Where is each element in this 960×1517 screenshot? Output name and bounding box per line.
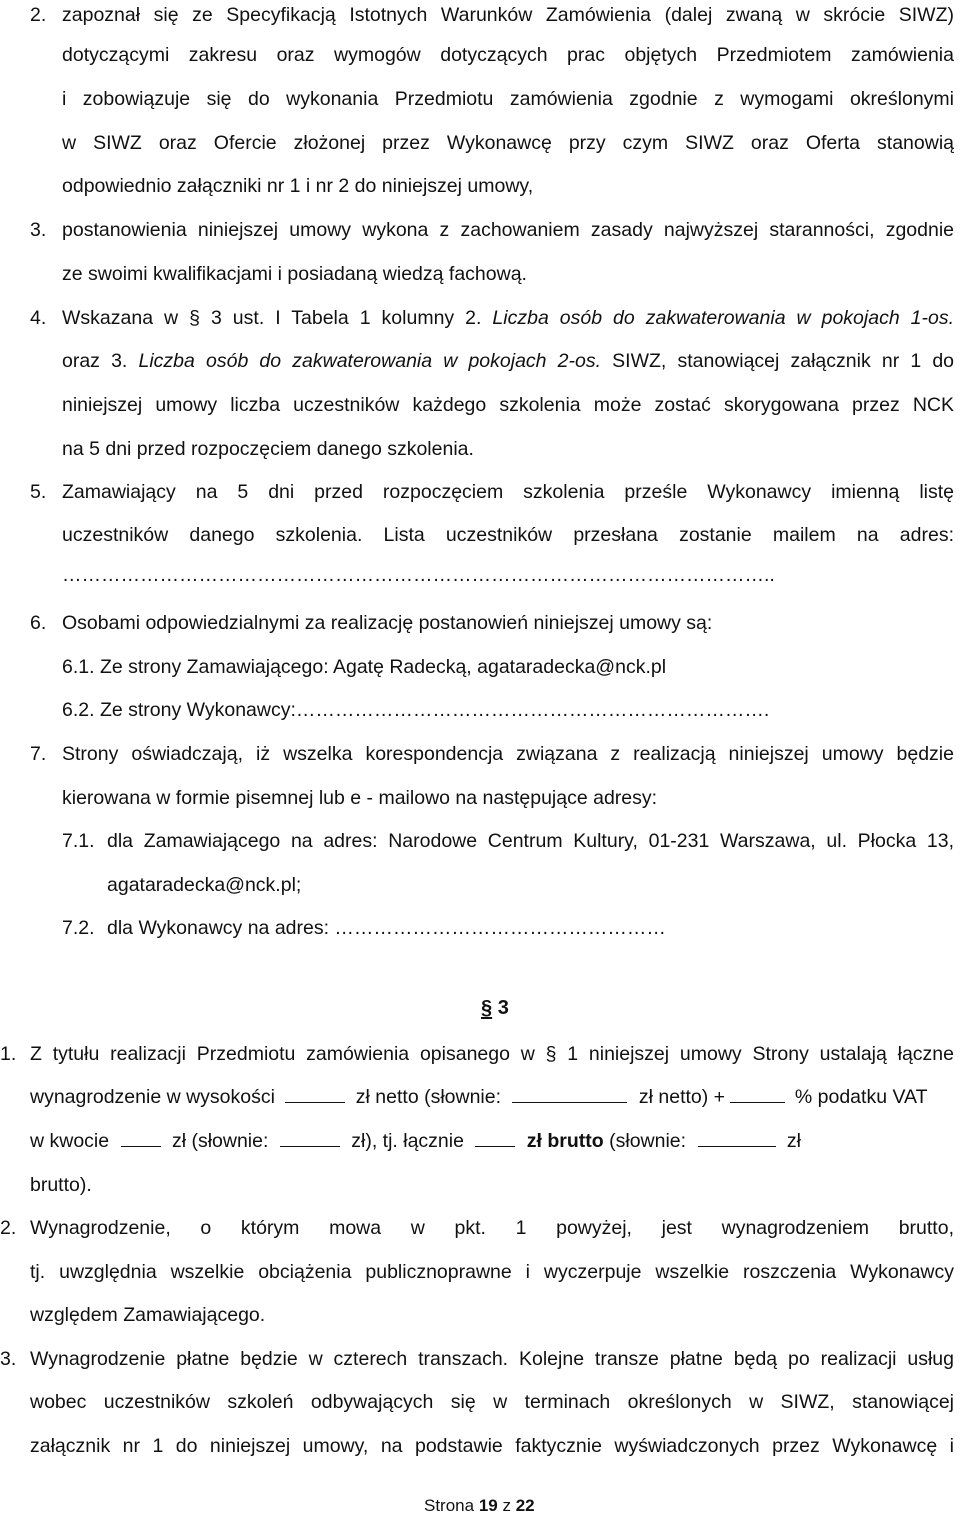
section-mark: §	[189, 307, 200, 329]
item-number: 2.	[0, 1217, 17, 1239]
text: oraz 3.	[62, 350, 128, 372]
text: (słownie:	[609, 1130, 687, 1152]
vat-blank	[730, 1084, 785, 1103]
text: zł	[786, 1130, 802, 1152]
item-number: 7.2.	[62, 917, 95, 939]
item-number: 3.	[0, 1348, 17, 1370]
amount-blank	[285, 1084, 345, 1103]
pay-3-line-3: załącznik nr 1 do niniejszej umowy, na podstawie faktycznie wyświadczonych przez Wykonawcę i	[30, 1435, 954, 1457]
amount-blank	[121, 1128, 161, 1147]
item-number: 4.	[30, 307, 47, 329]
item-7-sub-1-line-2: agataradecka@nck.pl;	[107, 874, 302, 896]
pay-2-line-2: tj. uwzględnia wszelkie obciążenia publicznoprawne i wyczerpuje wszelkie roszczenia Wykonawcy	[30, 1261, 954, 1283]
item-2-line-4: w SIWZ oraz Ofercie złożonej przez Wykonawcę przy czym SIWZ oraz Oferta stanowią	[62, 132, 954, 154]
pay-2-line-1: Wynagrodzenie, o którym mowa w pkt. 1 powyżej, jest wynagrodzeniem brutto,	[30, 1217, 954, 1239]
current-page: 19	[478, 1496, 498, 1515]
item-number: 7.	[30, 743, 47, 765]
text: Wskazana w	[62, 307, 179, 329]
item-number: 5.	[30, 481, 47, 503]
text: % podatku VAT	[794, 1086, 928, 1108]
total-pages: 22	[515, 1496, 535, 1515]
text: wynagrodzenie w wysokości	[30, 1086, 275, 1108]
item-7-line-2: kierowana w formie pisemnej lub e - mailowo na następujące adresy:	[62, 787, 658, 809]
text: SIWZ, stanowiącej załącznik nr 1 do	[612, 350, 955, 372]
item-4-line-2	[62, 348, 954, 374]
item-4-line-3: niniejszej umowy liczba uczestników każdego szkolenia może zostać skorygowana przez NCK	[62, 394, 954, 416]
item-3-line-1: postanowienia niniejszej umowy wykona z zachowaniem zasady najwyższej staranności, zgodnie	[62, 219, 954, 241]
pay-1-line-3	[30, 1128, 954, 1154]
item-2-line-3: i zobowiązuje się do wykonania Przedmiotu zamówienia zgodnie z wymogami określonymi	[62, 88, 954, 110]
words-blank	[280, 1128, 340, 1147]
item-number: 7.1.	[62, 830, 95, 852]
words-blank	[512, 1084, 627, 1103]
item-number: 1.	[0, 1043, 17, 1065]
item-2-line-2: dotyczącymi zakresu oraz wymogów dotyczących prac objętych Przedmiotem zamówienia	[62, 44, 954, 66]
item-number: 3.	[30, 219, 47, 241]
item-number: 6.	[30, 612, 47, 634]
text: zł (słownie:	[171, 1130, 269, 1152]
section-mark: §	[481, 997, 493, 1019]
italic-reference: Liczba osób do zakwaterowania w pokojach 2-os.	[138, 350, 602, 372]
item-7-sub-2-line-1: dla Wykonawcy na adres: ……………………………………………	[107, 917, 666, 939]
pay-1-line-1: Z tytułu realizacji Przedmiotu zamówienia opisanego w § 1 niniejszej umowy Strony ustalają łączne	[30, 1043, 954, 1065]
item-number: 2.	[30, 4, 47, 26]
footer-label: Strona	[424, 1496, 475, 1515]
pay-1-line-2	[30, 1084, 954, 1110]
total-blank	[475, 1128, 515, 1147]
item-3-line-2: ze swoimi kwalifikacjami i posiadaną wiedzą fachową.	[62, 263, 527, 285]
item-7-sub-1-line-1: dla Zamawiającego na adres: Narodowe Centrum Kultury, 01-231 Warszawa, ul. Płocka 13,	[107, 830, 954, 852]
item-4-line-1	[62, 305, 954, 331]
footer-sep: z	[502, 1496, 511, 1515]
item-5-line-2: uczestników danego szkolenia. Lista uczestników przesłana zostanie mailem na adres:	[62, 524, 954, 546]
item-6-line-1: Osobami odpowiedzialnymi za realizację postanowień niniejszej umowy są:	[62, 612, 713, 634]
item-6-sub-1: 6.1. Ze strony Zamawiającego: Agatę Radecką, agataradecka@nck.pl	[62, 656, 667, 678]
item-4-line-4: na 5 dni przed rozpoczęciem danego szkolenia.	[62, 438, 474, 460]
item-7-line-1: Strony oświadczają, iż wszelka korespondencja związana z realizacją niniejszej umowy będzie	[62, 743, 954, 765]
pay-3-line-1: Wynagrodzenie płatne będzie w czterech transzach. Kolejne transze płatne będą po realizacji usług	[30, 1348, 954, 1370]
page-footer	[424, 1495, 535, 1517]
text: zł netto (słownie:	[355, 1086, 502, 1108]
text: zł netto) +	[638, 1086, 726, 1108]
bold-text: zł brutto	[526, 1130, 604, 1152]
text: w kwocie	[30, 1130, 110, 1152]
section-heading	[481, 997, 509, 1020]
italic-reference: Liczba osób do zakwaterowania w pokojach 1-os.	[492, 307, 955, 329]
text: zł), tj. łącznie	[351, 1130, 464, 1152]
pay-1-line-4: brutto).	[30, 1174, 92, 1196]
item-6-sub-2: 6.2. Ze strony Wykonawcy:……………………………………………………………….	[62, 699, 770, 721]
item-5-address-blank: ………………………………………………………………………………………………..	[62, 564, 775, 586]
section-number: 3	[497, 997, 509, 1019]
item-2-line-5: odpowiednio załączniki nr 1 i nr 2 do niniejszej umowy,	[62, 175, 534, 197]
pay-3-line-2: wobec uczestników szkoleń odbywających się w terminach określonych w SIWZ, stanowiącej	[30, 1391, 954, 1413]
pay-2-line-3: względem Zamawiającego.	[30, 1304, 266, 1326]
text: 3 ust. I Tabela 1 kolumny 2.	[210, 307, 482, 329]
item-5-line-1: Zamawiający na 5 dni przed rozpoczęciem szkolenia prześle Wykonawcy imienną listę	[62, 481, 954, 503]
words-blank	[698, 1128, 776, 1147]
item-2-line-1: zapoznał się ze Specyfikacją Istotnych Warunków Zamówienia (dalej zwaną w skrócie SIWZ)	[62, 4, 954, 26]
